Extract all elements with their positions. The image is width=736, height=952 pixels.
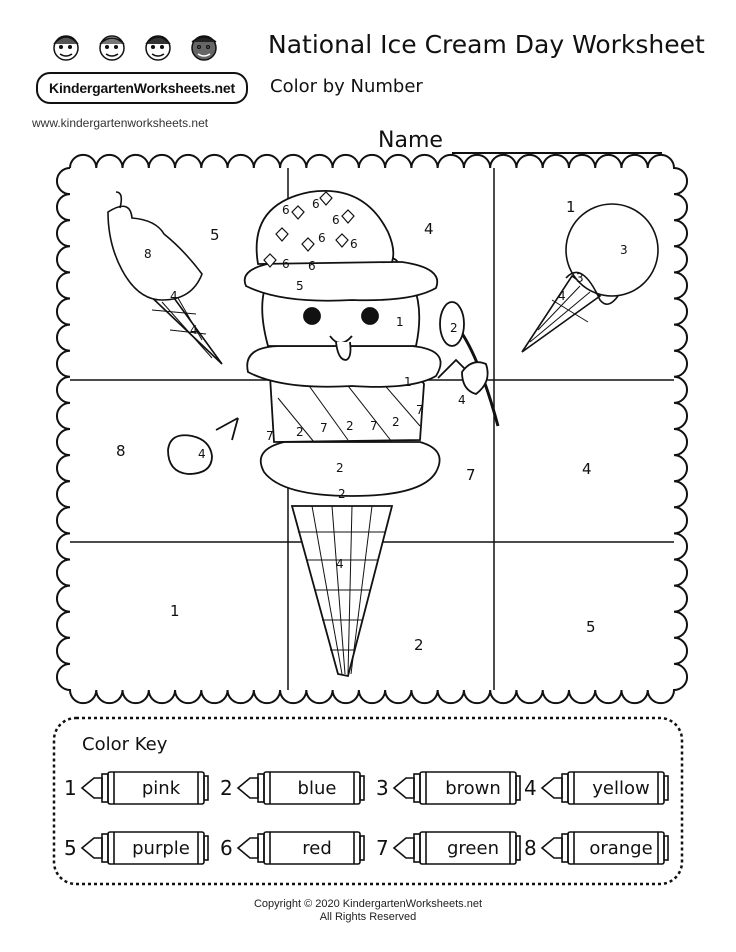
region-number: 5 — [210, 226, 220, 244]
region-number: 7 — [266, 429, 274, 443]
color-key-title: Color Key — [82, 734, 168, 755]
color-key-label: pink — [141, 777, 181, 799]
logo-kids-illustration — [42, 28, 232, 70]
color-key-label: green — [447, 837, 499, 859]
region-number: 6 — [308, 259, 316, 273]
region-number: 2 — [338, 487, 346, 501]
region-number: 1 — [170, 602, 180, 620]
region-number: 3 — [620, 243, 628, 257]
color-key-item-blue — [220, 768, 366, 808]
color-key-label: brown — [445, 777, 501, 799]
site-url: www.kindergartenworksheets.net — [32, 116, 209, 130]
region-number: 2 — [346, 419, 354, 433]
region-number: 7 — [370, 419, 378, 433]
crayon-icon — [392, 828, 522, 868]
region-number: 2 — [296, 425, 304, 439]
color-key-number: 2 — [220, 776, 233, 800]
color-key-item-green — [376, 828, 522, 868]
logo-banner — [36, 72, 248, 104]
region-number: 2 — [450, 321, 458, 335]
region-number: 1 — [404, 375, 412, 389]
color-key-item-pink — [64, 768, 210, 808]
color-key-label: purple — [132, 837, 190, 859]
color-key-number: 1 — [64, 776, 77, 800]
region-number: 4 — [424, 220, 434, 238]
copyright — [0, 898, 736, 924]
crayon-icon — [236, 768, 366, 808]
crayon-icon — [540, 828, 670, 868]
color-key-item-purple — [64, 828, 210, 868]
crayon-icon — [540, 768, 670, 808]
region-number: 4 — [190, 323, 198, 337]
region-number: 8 — [144, 247, 152, 261]
region-number: 7 — [320, 421, 328, 435]
region-number: 6 — [332, 213, 340, 227]
color-key-number: 6 — [220, 836, 233, 860]
crayon-icon — [236, 828, 366, 868]
region-number: 7 — [466, 466, 476, 484]
color-key-label: red — [302, 837, 332, 859]
color-key-label: blue — [297, 777, 337, 799]
region-number: 5 — [586, 618, 596, 636]
crayon-icon — [392, 768, 522, 808]
color-key-item-yellow — [524, 768, 670, 808]
copyright-line-2: All Rights Reserved — [319, 911, 417, 923]
region-number: 6 — [350, 237, 358, 251]
ice-cream-character — [168, 191, 498, 676]
worksheet-title: National Ice Cream Day Worksheet — [268, 30, 705, 59]
region-number: 4 — [582, 460, 592, 478]
region-number: 4 — [458, 393, 466, 407]
color-key-label: orange — [589, 837, 653, 859]
color-by-number-picture — [52, 150, 692, 710]
region-number: 2 — [336, 461, 344, 475]
region-number: 6 — [282, 203, 290, 217]
logo-brand-suffix: Worksheets.net — [133, 80, 235, 96]
logo-brand-prefix: Kindergarten — [49, 80, 134, 96]
region-number: 6 — [282, 257, 290, 271]
worksheet-subtitle: Color by Number — [270, 76, 423, 97]
region-number: 4 — [170, 289, 178, 303]
region-number: 7 — [416, 403, 424, 417]
name-label: Name — [378, 128, 443, 153]
region-number: 1 — [396, 315, 404, 329]
region-number: 3 — [576, 271, 584, 285]
color-key-label: yellow — [592, 777, 650, 799]
region-number: 4 — [336, 557, 344, 571]
region-number: 5 — [296, 279, 304, 293]
color-key-item-brown — [376, 768, 522, 808]
color-key-item-red — [220, 828, 366, 868]
color-key-number: 5 — [64, 836, 77, 860]
region-number: 1 — [566, 198, 576, 216]
soft-serve-cone — [108, 192, 222, 364]
region-number: 2 — [392, 415, 400, 429]
color-key-item-orange — [524, 828, 670, 868]
region-number: 4 — [198, 447, 206, 461]
crayon-icon — [80, 828, 210, 868]
color-key-number: 3 — [376, 776, 389, 800]
color-key-number: 8 — [524, 836, 537, 860]
color-key-number: 4 — [524, 776, 537, 800]
region-number: 6 — [312, 197, 320, 211]
region-number: 6 — [318, 231, 326, 245]
color-key-number: 7 — [376, 836, 389, 860]
region-number: 4 — [558, 289, 566, 303]
copyright-line-1: Copyright © 2020 KindergartenWorksheets.net — [253, 898, 483, 910]
region-number: 8 — [116, 442, 126, 460]
crayon-icon — [80, 768, 210, 808]
region-number: 2 — [414, 636, 424, 654]
scoop-cone — [522, 204, 658, 352]
